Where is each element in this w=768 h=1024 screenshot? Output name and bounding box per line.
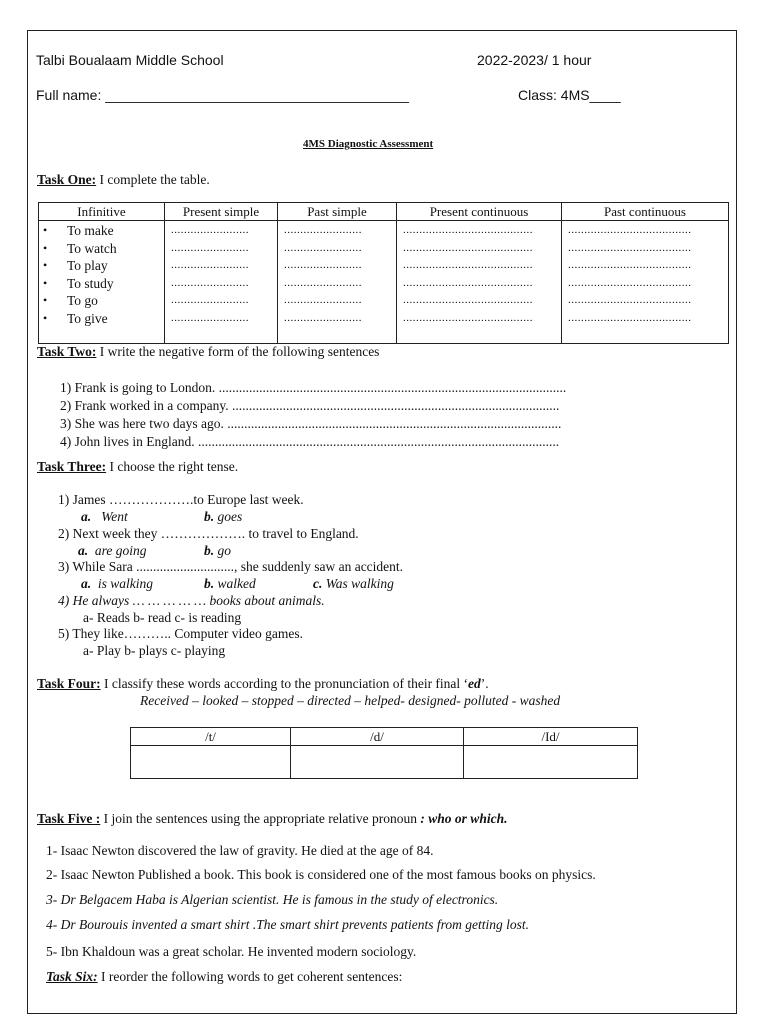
- question-1: 1) James ……………….to Europe last week.: [58, 492, 304, 507]
- task-four-heading: Task Four: I classify these words according to the pronunciation of their final ‘ed’.: [37, 676, 489, 691]
- verb-item: • To study: [39, 275, 164, 293]
- verb-item: • To watch: [39, 240, 164, 258]
- answer-line: ........................: [284, 294, 362, 306]
- answer-line: ........................: [171, 294, 249, 306]
- assessment-title: 4MS Diagnostic Assessment: [303, 138, 434, 150]
- table-header: /t/: [131, 728, 291, 746]
- task-four-label: Task Four:: [37, 676, 101, 691]
- task-five-item: 2- Isaac Newton Published a book. This book is considered one of the most famous books on physics.: [46, 867, 596, 882]
- question-3: 3) While Sara ............................., she suddenly saw an accident.: [58, 559, 404, 574]
- table-header: Present continuous: [397, 203, 562, 221]
- q4-options: a- Reads b- read c- is reading: [83, 610, 242, 625]
- question-4: 4) He always … … … … … books about animals.: [58, 593, 325, 608]
- table-header: Past continuous: [562, 203, 729, 221]
- task-six-instruction: I reorder the following words to get coherent sentences:: [97, 969, 403, 984]
- table-header: /d/: [291, 728, 464, 746]
- q3-option-b: b. walked: [204, 576, 256, 591]
- question-5: 5) They like……….. Computer video games.: [58, 626, 303, 641]
- table-header: Infinitive: [39, 203, 165, 221]
- task-two-item: 3) She was here two days ago. ...................................................................................................: [60, 416, 562, 431]
- verb-item: • To give: [39, 310, 164, 328]
- answer-line: ........................: [284, 241, 362, 254]
- task-two-instruction: I write the negative form of the following sentences: [96, 344, 380, 359]
- task-four-instruction: I classify these words according to the pronunciation of their final ‘: [100, 676, 469, 691]
- answer-line: ........................................: [403, 276, 533, 289]
- task-three-label: Task Three:: [37, 459, 107, 474]
- answer-line: ........................: [171, 224, 249, 236]
- pronunciation-table: [130, 727, 638, 779]
- answer-line: ........................: [171, 276, 249, 289]
- past-simple-cell[interactable]: [278, 221, 397, 344]
- present-continuous-cell[interactable]: [397, 221, 562, 344]
- answer-line: ......................................: [568, 241, 692, 254]
- task-three-heading: [37, 459, 238, 475]
- answer-line: ........................: [171, 241, 249, 254]
- task-five-item: 4- Dr Bourouis invented a smart shirt .The smart shirt prevents patients from getting lost.: [46, 917, 529, 932]
- q2-option-b: b. go: [204, 543, 231, 558]
- q5-options: a- Play b- plays c- playing: [83, 643, 226, 658]
- answer-line: ......................................: [568, 294, 692, 306]
- task-five-item: 5- Ibn Khaldoun was a great scholar. He invented modern sociology.: [46, 944, 417, 959]
- q1-option-a: a. Went: [81, 509, 128, 524]
- table-header: Past simple: [278, 203, 397, 221]
- task-five-item: 1- Isaac Newton discovered the law of gravity. He died at the age of 84.: [46, 843, 434, 858]
- id-answer-cell[interactable]: [464, 746, 638, 779]
- q3-option-a: a. is walking: [81, 576, 154, 591]
- verb-item: • To play: [39, 257, 164, 275]
- table-header: /Id/: [464, 728, 638, 746]
- task-two-item: 2) Frank worked in a company. .................................................................................................: [60, 398, 560, 413]
- answer-line: ......................................: [568, 276, 692, 289]
- answer-line: ........................................: [403, 224, 533, 236]
- verb-table: [38, 202, 729, 344]
- q1-option-b: b. goes: [204, 509, 243, 524]
- d-answer-cell[interactable]: [291, 746, 464, 779]
- answer-line: ........................: [284, 224, 362, 236]
- school-name: Talbi Boualaam Middle School: [36, 52, 224, 68]
- task-two-label: Task Two:: [37, 344, 97, 359]
- full-name-field: Full name: _______________________________________: [36, 87, 409, 103]
- question-2: 2) Next week they ………………. to travel to England.: [58, 526, 359, 541]
- infinitive-cell: [39, 221, 165, 344]
- table-header: Present simple: [165, 203, 278, 221]
- answer-line: ........................: [284, 311, 362, 324]
- answer-line: ......................................: [568, 311, 692, 324]
- class-field: Class: 4MS____: [518, 87, 621, 103]
- answer-line: ........................: [171, 259, 249, 271]
- task-one-instruction: I complete the table.: [96, 172, 210, 187]
- answer-line: ........................................: [403, 311, 533, 324]
- answer-line: ........................................: [403, 241, 533, 254]
- task-six-heading: [46, 969, 402, 985]
- answer-line: ........................: [284, 259, 362, 271]
- task-two-heading: [37, 344, 379, 360]
- present-simple-cell[interactable]: [165, 221, 278, 344]
- answer-line: ........................................: [403, 259, 533, 271]
- answer-line: ......................................: [568, 259, 692, 271]
- task-six-label: Task Six:: [46, 969, 98, 984]
- answer-line: ........................: [171, 311, 249, 324]
- answer-line: ......................................: [568, 224, 692, 236]
- task-two-item: 4) John lives in England. ...........................................................................................................: [60, 434, 560, 449]
- task-one-label: Task One:: [37, 172, 97, 187]
- task-two-item: 1) Frank is going to London. .......................................................................................................: [60, 380, 567, 395]
- answer-line: ........................: [284, 276, 362, 289]
- q2-option-a: a. are going: [78, 543, 147, 558]
- task-five-pronouns: : who or which.: [420, 811, 508, 826]
- school-year: 2022-2023/ 1 hour: [477, 52, 592, 68]
- task-five-item: 3- Dr Belgacem Haba is Algerian scientist. He is famous in the study of electronics.: [46, 892, 499, 907]
- past-continuous-cell[interactable]: [562, 221, 729, 344]
- q3-option-c: c. Was walking: [313, 576, 394, 591]
- answer-line: ........................................: [403, 294, 533, 306]
- task-five-label: Task Five :: [37, 811, 101, 826]
- task-five-heading: [37, 811, 507, 827]
- verb-item: • To go: [39, 292, 164, 310]
- word-list: Received – looked – stopped – directed – helped- designed- polluted - washed: [140, 693, 561, 708]
- ed-ending: ed: [468, 676, 481, 691]
- verb-item: • To make: [39, 222, 164, 240]
- t-answer-cell[interactable]: [131, 746, 291, 779]
- task-one-heading: [37, 172, 210, 188]
- task-three-instruction: I choose the right tense.: [106, 459, 239, 474]
- task-five-instruction: I join the sentences using the appropriate relative pronoun: [100, 811, 421, 826]
